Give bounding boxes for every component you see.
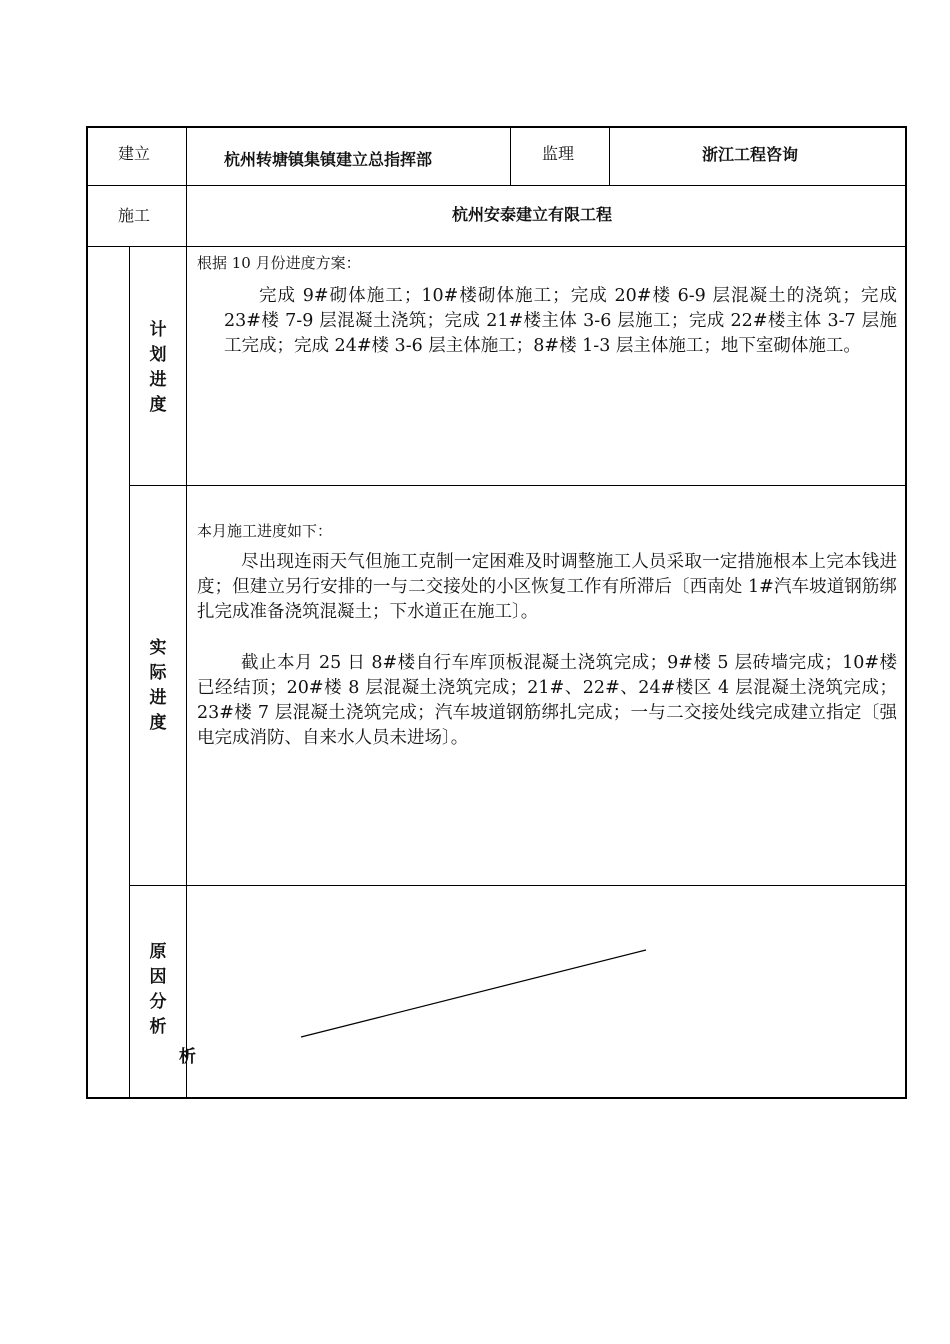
analysis-label-char: 析	[149, 1017, 167, 1037]
construction-label: 建立	[118, 144, 151, 163]
construction-value: 杭州转塘镇集镇建立总指挥部	[224, 150, 433, 169]
plan-label-char: 划	[149, 345, 167, 365]
analysis-stray-char: 析	[179, 1047, 196, 1067]
analysis-label-char: 因	[149, 967, 167, 987]
contractor-value: 杭州安泰建立有限工程	[452, 205, 613, 224]
table-border-top	[86, 126, 907, 128]
supervision-value: 浙江工程咨询	[702, 145, 799, 164]
plan-label	[148, 318, 168, 418]
actual-label	[148, 636, 168, 736]
actual-intro: 本月施工进度如下：	[197, 522, 333, 540]
actual-label-char: 际	[149, 663, 167, 683]
table-border-left	[86, 126, 88, 1099]
supervision-label: 监理	[542, 144, 575, 163]
table-border-right	[905, 126, 907, 1099]
actual-para-1: 尽出现连雨天气但施工克制一定困难及时调整施工人员采取一定措施根本上完本钱进度；但建立另行安排的一与二交接处的小区恢复工作有所滞后〔西南处 1#汽车坡道钢筋绑扎完成准备浇筑混凝土；下水道正在施工〕。	[197, 552, 897, 622]
row-divider-3	[129, 485, 907, 486]
plan-body: 完成 9#砌体施工；10#楼砌体施工；完成 20#楼 6-9 层混凝土的浇筑；完成 23#楼 7-9 层混凝土浇筑；完成 21#楼主体 3-6 层施工；完成 22#楼主体 3-7 层施工完成；完成 24#楼 3-6 层主体施工；8#楼 1-3 层主体施工；地下室砌体施工。	[224, 286, 897, 356]
row-divider-2	[86, 246, 907, 247]
plan-label-char: 计	[149, 320, 167, 340]
actual-label-char: 度	[149, 713, 167, 733]
row-divider-4	[129, 885, 907, 886]
actual-label-char: 实	[149, 638, 167, 658]
plan-label-char: 度	[149, 395, 167, 415]
plan-label-char: 进	[149, 370, 167, 390]
diagonal-line	[301, 950, 646, 1037]
row-divider-1	[86, 185, 907, 186]
col-divider-supervision-right	[609, 126, 610, 186]
table-border-bottom	[86, 1097, 907, 1099]
actual-para-2: 截止本月 25 日 8#楼自行车库顶板混凝土浇筑完成；9#楼 5 层砖墙完成；10#楼已经结顶；20#楼 8 层混凝土浇筑完成；21#、22#、24#楼区 4 层混凝土浇筑完成；23#楼 7 层混凝土浇筑完成；汽车坡道钢筋绑扎完成；一与二交接处线完成建立指定〔强电完成消防、自来水人员未进场〕。	[197, 653, 897, 748]
contractor-label: 施工	[118, 206, 151, 225]
col-divider-supervision-left	[510, 126, 511, 186]
analysis-label-char: 分	[149, 992, 167, 1012]
plan-intro: 根据 10 月份进度方案：	[197, 254, 361, 272]
analysis-label-char: 原	[149, 942, 167, 962]
actual-label-char: 进	[149, 688, 167, 708]
col-divider-label	[129, 246, 130, 1099]
analysis-label	[148, 940, 168, 1040]
col-divider-main	[186, 126, 187, 1099]
